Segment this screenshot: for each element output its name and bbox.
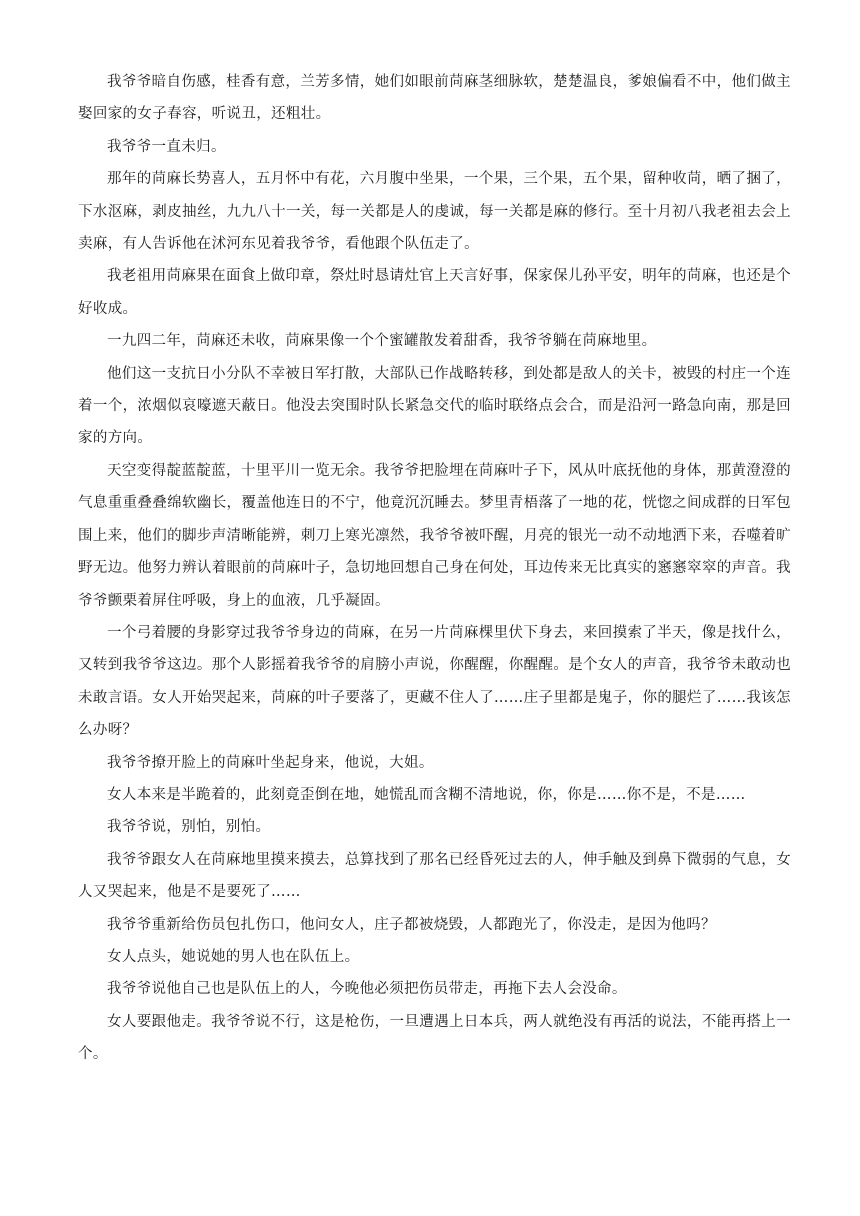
paragraph: 我老祖用苘麻果在面食上做印章，祭灶时恳请灶官上天言好事，保家保儿孙平安，明年的苘麻，也还是个好收成。 <box>78 268 791 317</box>
paragraph: 我爷爷一直未归。 <box>107 138 226 155</box>
paragraph: 我爷爷说他自己也是队伍上的人，今晚他必须把伤员带走，再拖下去人会没命。 <box>107 981 627 998</box>
paragraph: 我爷爷跟女人在苘麻地里摸来摸去，总算找到了那名已经昏死过去的人，伸手触及到鼻下微弱的气息，女人又哭起来，他是不是要死了…… <box>78 851 791 901</box>
story-text-body <box>78 66 791 1071</box>
paragraph: 一个弓着腰的身影穿过我爷爷身边的苘麻，在另一片苘麻棵里伏下身去，来回摸索了半天，像是找什么，又转到我爷爷这边。那个人影摇着我爷爷的肩膀小声说，你醒醒，你醒醒。是个女人的声音，我爷爷未敢动也未敢言语。女人开始哭起来，苘麻的叶子要落了，更藏不住人了……庄子里都是鬼子，你的腿烂了……我该怎么办呀？ <box>78 624 791 739</box>
paragraph: 女人点头，她说她的男人也在队伍上。 <box>107 948 360 965</box>
paragraph: 我爷爷撩开脸上的苘麻叶坐起身来，他说，大姐。 <box>107 754 434 771</box>
paragraph: 我爷爷暗自伤感，桂香有意，兰芳多情，她们如眼前苘麻茎细脉软，楚楚温良，爹娘偏看不中，他们做主娶回家的女子春容，听说丑，还粗壮。 <box>78 74 791 123</box>
paragraph: 他们这一支抗日小分队不幸被日军打散，大部队已作战略转移，到处都是敌人的关卡，被毁的村庄一个连着一个，浓烟似哀嚎遮天蔽日。他没去突围时队长紧急交代的临时联络点会合，而是沿河一路急向南，那是回家的方向。 <box>78 365 791 447</box>
paragraph: 那年的苘麻长势喜人，五月怀中有花，六月腹中坐果，一个果，三个果，五个果，留种收苘，晒了捆了，下水沤麻，剥皮抽丝，九九八十一关，每一关都是人的虔诚，每一关都是麻的修行。至十月初八我老祖去会上卖麻，有人告诉他在沭河东见着我爷爷，看他跟个队伍走了。 <box>78 171 791 253</box>
paragraph: 我爷爷说，别怕，别怕。 <box>107 819 271 836</box>
paragraph: 女人要跟他走。我爷爷说不行，这是枪伤，一旦遭遇上日本兵，两人就绝没有再活的说法，不能再搭上一个。 <box>78 1013 791 1063</box>
paragraph: 我爷爷重新给伤员包扎伤口，他问女人，庄子都被烧毁，人都跑光了，你没走，是因为他吗？ <box>107 916 716 933</box>
paragraph: 女人本来是半跪着的，此刻竟歪倒在地，她慌乱而含糊不清地说，你，你是……你不是，不是…… <box>107 786 746 803</box>
paragraph: 一九四二年，苘麻还未收，苘麻果像一个个蜜罐散发着甜香，我爷爷躺在苘麻地里。 <box>107 333 657 350</box>
paragraph: 天空变得靛蓝靛蓝，十里平川一览无余。我爷爷把脸埋在苘麻叶子下，风从叶底抚他的身体，那黄澄澄的气息重重叠叠绵软幽长，覆盖他连日的不宁，他竟沉沉睡去。梦里青梧落了一地的花，恍惚之间成群的日军包围上来，他们的脚步声清晰能辨，刺刀上寒光凛然，我爷爷被吓醒，月亮的银光一动不动地洒下来，吞噬着旷野无边。他努力辨认着眼前的苘麻叶子，急切地回想自己身在何处，耳边传来无比真实的窸窸窣窣的声音。我爷爷颤栗着屏住呼吸，身上的血液，几乎凝固。 <box>78 462 791 609</box>
